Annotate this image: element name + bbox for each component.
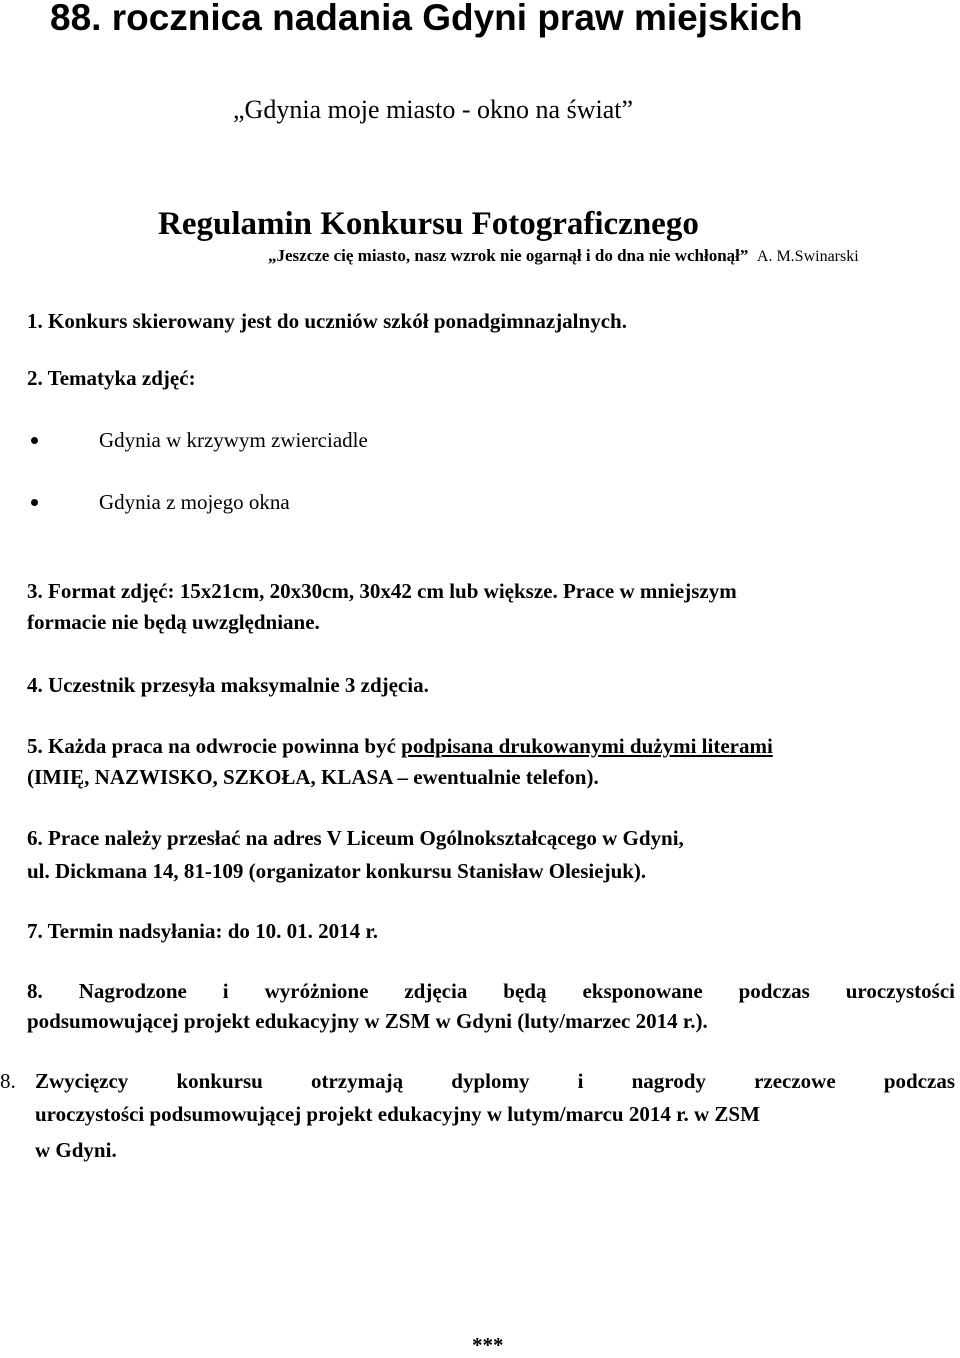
- quote-text: „Jeszcze cię miasto, nasz wzrok nie ogarnął i do dna nie wchłonął”: [268, 246, 749, 265]
- rule-3-line-1: 3. Format zdjęć: 15x21cm, 20x30cm, 30x42 cm lub większe. Prace w mniejszym: [27, 579, 737, 603]
- quote-author: A. M.Swinarski: [756, 248, 859, 265]
- rule-3-line-2: formacie nie będą uwzględniane.: [27, 610, 320, 634]
- rule-2: 2. Tematyka zdjęć:: [27, 366, 196, 390]
- motto-quote: [268, 245, 859, 268]
- rule-8-line-2: podsumowującej projekt edukacyjny w ZSM w Gdyni (luty/marzec 2014 r.).: [27, 1009, 708, 1033]
- rule-1: 1. Konkurs skierowany jest do uczniów szkół ponadgimnazjalnych.: [27, 309, 627, 333]
- rule-6-line-2: ul. Dickmana 14, 81-109 (organizator konkursu Stanisław Olesiejuk).: [27, 859, 647, 883]
- rule-6-line-1: 6. Prace należy przesłać na adres V Liceum Ogólnokształcącego w Gdyni,: [27, 826, 684, 850]
- rule-7: 7. Termin nadsyłania: do 10. 01. 2014 r.: [27, 919, 379, 943]
- rule-5-underlined: podpisana drukowanymi dużymi literami: [401, 734, 773, 758]
- rule-8b-line-3: w Gdyni.: [35, 1138, 117, 1162]
- rule-8b-number: 8.: [0, 1069, 16, 1093]
- bullet-icon: [31, 499, 38, 506]
- page-title: 88. rocznica nadania Gdyni praw miejskich: [50, 0, 803, 38]
- rule-5-text: 5. Każda praca na odwrocie powinna być: [27, 734, 402, 758]
- rule-8-line-1: 8. Nagrodzone i wyróżnione zdjęcia będą eksponowane podczas uroczystości: [27, 979, 955, 1003]
- page-subtitle: „Gdynia moje miasto - okno na świat”: [233, 95, 634, 124]
- bullet-icon: [31, 437, 38, 444]
- topic-item: Gdynia w krzywym zwierciadle: [99, 428, 368, 452]
- regulations-title: Regulamin Konkursu Fotograficznego: [158, 206, 699, 242]
- rule-5-line-2: (IMIĘ, NAZWISKO, SZKOŁA, KLASA – ewentualnie telefon).: [27, 765, 599, 789]
- rule-8b-line-2: uroczystości podsumowującej projekt edukacyjny w lutym/marcu 2014 r. w ZSM: [35, 1102, 760, 1126]
- rule-4: 4. Uczestnik przesyła maksymalnie 3 zdjęcia.: [27, 673, 429, 697]
- rule-8b-line-1: Zwycięzcy konkursu otrzymają dyplomy i nagrody rzeczowe podczas: [35, 1069, 955, 1093]
- rule-5-line-1: [27, 731, 773, 761]
- footer-stars: ***: [472, 1333, 504, 1357]
- topic-item: Gdynia z mojego okna: [99, 490, 290, 514]
